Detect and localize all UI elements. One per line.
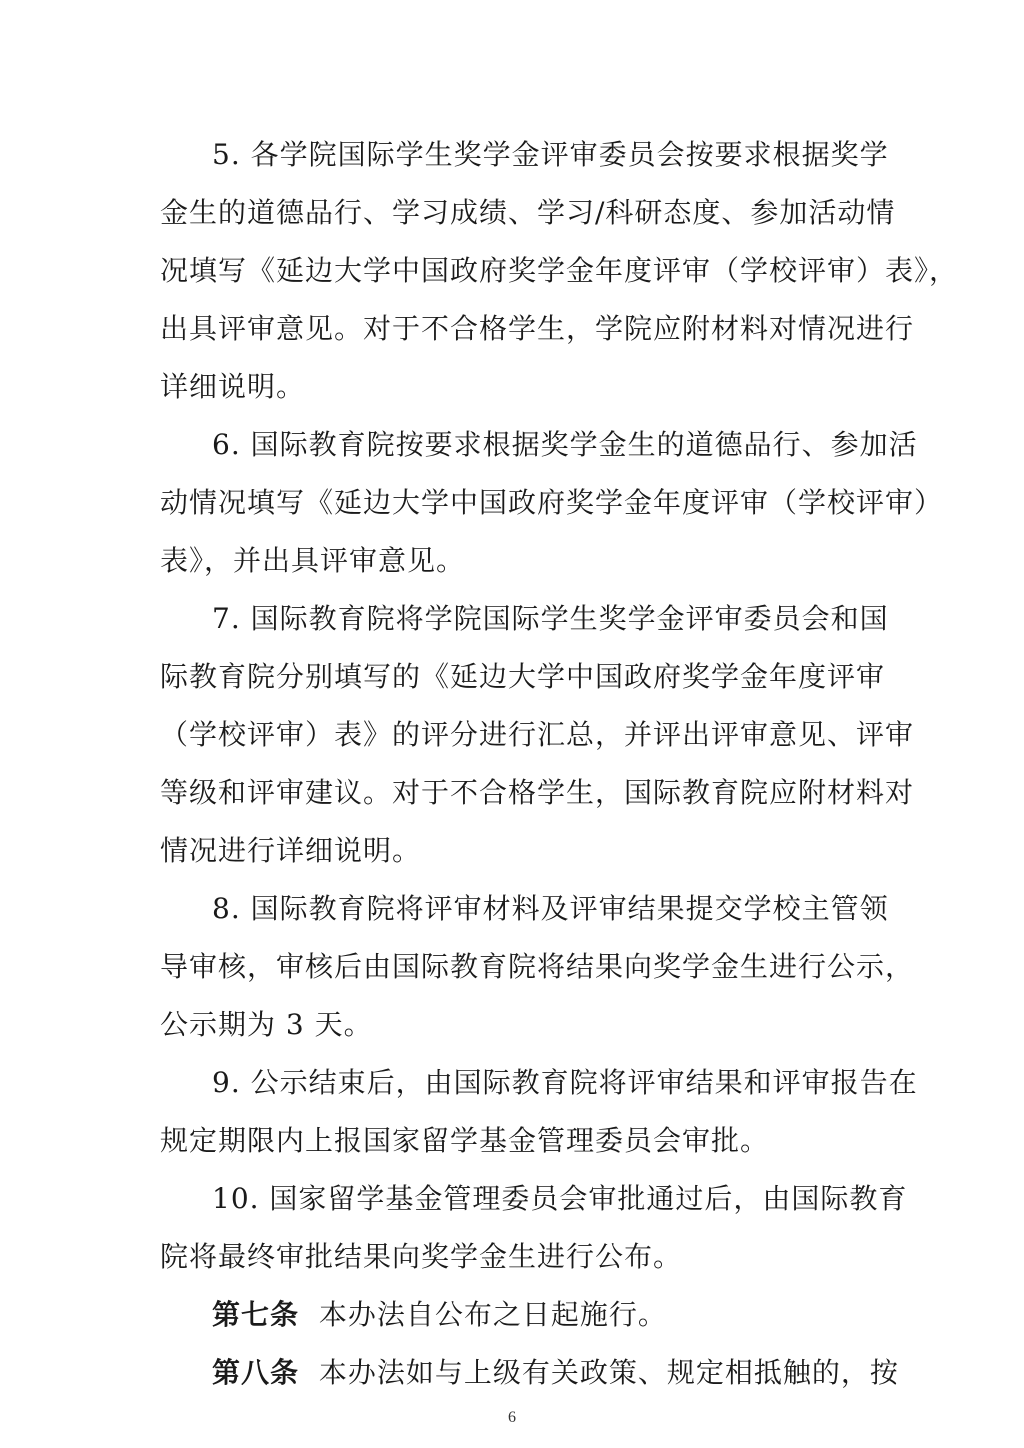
article-8 [212, 1353, 899, 1393]
item-9-line-2: 规定期限内上报国家留学基金管理委员会审批。 [160, 1124, 770, 1157]
item-8-line-3: 公示期为 3 天。 [160, 1008, 373, 1041]
item-5-line-4: 出具评审意见。对于不合格学生，学院应附材料对情况进行 [160, 312, 915, 345]
article-7 [212, 1295, 860, 1335]
item-7-line-4: 等级和评审建议。对于不合格学生，国际教育院应附材料对 [160, 776, 915, 809]
article-7-text: 本办法自公布之日起施行。 [318, 1298, 667, 1331]
item-6-line-1: 6. 国际教育院按要求根据奖学金生的道德品行、参加活 [212, 428, 918, 461]
item-5-line-5: 详细说明。 [160, 370, 306, 403]
item-5-line-1: 5. 各学院国际学生奖学金评审委员会按要求根据奖学 [212, 138, 889, 171]
article-7-label: 第七条 [212, 1298, 300, 1331]
item-6-line-2: 动情况填写《延边大学中国政府奖学金年度评审（学校评审） [160, 486, 944, 519]
item-8-line-2: 导审核，审核后由国际教育院将结果向奖学金生进行公示， [160, 950, 915, 983]
item-5-line-2: 金生的道德品行、学习成绩、学习/科研态度、参加活动情 [160, 196, 896, 229]
item-7-line-1: 7. 国际教育院将学院国际学生奖学金评审委员会和国 [212, 602, 889, 635]
item-9-line-1: 9. 公示结束后，由国际教育院将评审结果和评审报告在 [212, 1066, 918, 1099]
item-5-line-3: 况填写《延边大学中国政府奖学金年度评审（学校评审）表》， [160, 254, 959, 287]
item-7-line-3: （学校评审）表》的评分进行汇总，并评出评审意见、评审 [160, 718, 915, 751]
item-7-line-2: 际教育院分别填写的《延边大学中国政府奖学金年度评审 [160, 660, 886, 693]
article-8-label: 第八条 [212, 1356, 300, 1389]
item-6-line-3: 表》，并出具评审意见。 [160, 544, 466, 577]
article-8-text: 本办法如与上级有关政策、规定相抵触的，按 [318, 1356, 899, 1389]
item-7-line-5: 情况进行详细说明。 [160, 834, 422, 867]
item-10-line-2: 院将最终审批结果向奖学金生进行公布。 [160, 1240, 683, 1273]
page-number: 6 [508, 1409, 516, 1426]
item-10-line-1: 10. 国家留学基金管理委员会审批通过后，由国际教育 [212, 1182, 908, 1215]
item-8-line-1: 8. 国际教育院将评审材料及评审结果提交学校主管领 [212, 892, 889, 925]
